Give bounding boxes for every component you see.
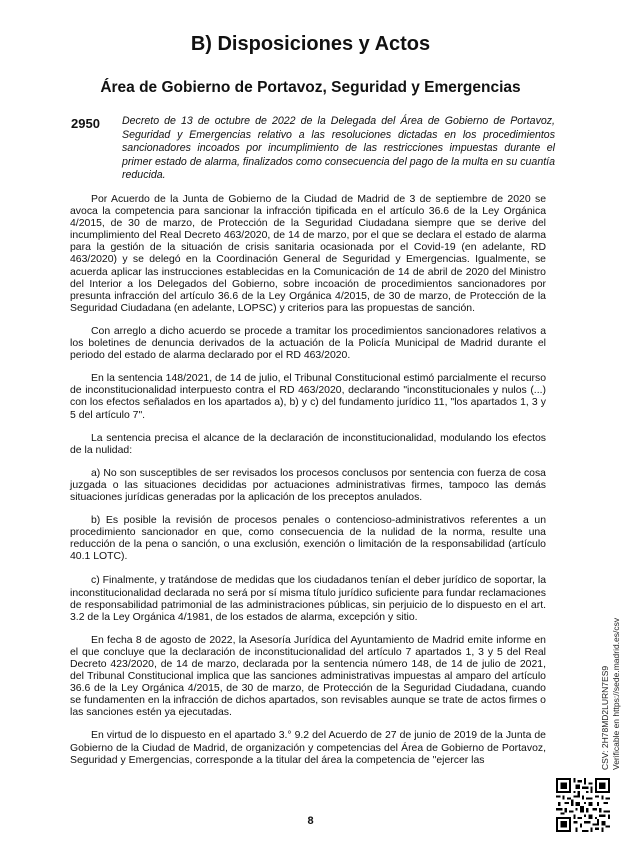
csv-verification <box>600 618 621 770</box>
body-paragraph: c) Finalmente, y tratándose de medidas que los ciudadanos tenían el deber jurídico de soportar, la inconstitucionalidad declarada no será por sí misma título jurídico suficiente para fundar reclamaciones de responsabilidad patrimonial de las administraciones públicas, sin perjuicio de lo dispuesto en el art. 3.2 de la Ley Orgánica 4/1981, de los estados de alarma, excepción y sitio. <box>70 575 546 623</box>
body-paragraph: b) Es posible la revisión de procesos penales o contencioso-administrativos referentes a un procedimiento sancionador en que, como consecuencia de la nulidad de la norma, resulte una reducción de la pena o sanción, o una exclusión, exención o limitación de la responsabilidad (artículo 40.1 LOTC). <box>70 515 546 563</box>
decree-summary: Decreto de 13 de octubre de 2022 de la Delegada del Área de Gobierno de Portavoz, Seguridad y Emergencias relativo a las resoluciones dictadas en los procedimientos sancionadores incoados por incumplimiento de las restricciones impuestas durante el primer estado de alarma, finalizados como consecuencia del pago de la multa en su cuantía reducida. <box>122 115 555 182</box>
qr-code-icon <box>556 778 610 832</box>
area-title: Área de Gobierno de Portavoz, Seguridad y Emergencias <box>100 79 521 96</box>
csv-verify-link[interactable]: Verificable en https://sede.madrid.es/csv <box>611 617 621 770</box>
decree-body <box>70 194 546 778</box>
body-paragraph: En la sentencia 148/2021, de 14 de julio, el Tribunal Constitucional estimó parcialmente el recurso de inconstitucionalidad interpuesto contra el RD 463/2020, declarando "inconstitucionales y nulos (...) con los efectos señalados en los apartados a), b) y c) del fundamento jurídico 11, "los apartados 1, 3 y 5 del artículo 7". <box>70 373 546 421</box>
body-paragraph: a) No son susceptibles de ser revisados los procesos conclusos por sentencia con fuerza de cosa juzgada o las situaciones decididas por actuaciones administrativas firmes, tampoco las demás situaciones jurídicas generadas por la aplicación de los preceptos anulados. <box>70 467 546 503</box>
decree-heading <box>71 115 555 183</box>
body-paragraph: En fecha 8 de agosto de 2022, la Asesoría Jurídica del Ayuntamiento de Madrid emite informe en el que concluye que la declaración de inconstitucionalidad del artículo 7 apartados 1, 3 y 5 del Real Decreto 423/2020, de 14 de marzo, declarada por la sentencia número 148, de 14 de julio de 2021, del Tribunal Constitucional implica que las sanciones administrativas impuestas al amparo del artículo 36.6 de la Ley Orgánica 4/2015, de 30 de marzo, de Protección de la Seguridad Ciudadana, cuando se fundamenten en la infracción de dichos apartados, son revisables aunque se trate de actos firmes o las sanciones estén ya ejecutadas. <box>70 634 546 719</box>
body-paragraph: Con arreglo a dicho acuerdo se procede a tramitar los procedimientos sancionadores relativos a los boletines de denuncia derivados de la actuación de la Policía Municipal de Madrid durante el periodo del estado de alarma declarado por el RD 463/2020. <box>70 325 546 362</box>
page-number: 8 <box>307 815 314 827</box>
decree-number: 2950 <box>71 116 100 131</box>
section-title: B) Disposiciones y Actos <box>190 33 431 55</box>
body-paragraph: La sentencia precisa el alcance de la declaración de inconstitucionalidad, modulando los efectos de la nulidad: <box>70 432 546 456</box>
csv-code: CSV: 2H78MD2LURN7ES9 <box>600 665 610 770</box>
body-paragraph: En virtud de lo dispuesto en el apartado 3.° 9.2 del Acuerdo de 27 de junio de 2019 de la Junta de Gobierno de la Ciudad de Madrid, de organización y competencias del Área de Gobierno de Portavoz, Seguridad y Emergencias, corresponde a la titular del área la competencia de "ejercer las <box>70 730 546 766</box>
body-paragraph: Por Acuerdo de la Junta de Gobierno de la Ciudad de Madrid de 3 de septiembre de 2020 se avoca la competencia para sancionar la infracción tipificada en el artículo 36.6 de la Ley Orgánica 4/2015, de 30 de marzo, de Protección de la Seguridad Ciudadana siempre que se derive del incumplimiento del Real Decreto 463/2020, de 14 de marzo, por el que se declara el estado de alarma para la gestión de la situación de crisis sanitaria ocasionada por el Covid-19 (en adelante, RD 463/2020) y se delegó en la Coordinación General de Seguridad y Emergencias. Igualmente, se acuerda aplicar las instrucciones establecidas en la Comunicación de 14 de abril de 2020 del Ministro del Interior a los Delegados del Gobierno, sobre incoación de procedimientos sancionadores por presunta infracción del artículo 36.6 de la Ley Orgánica 4/2015, de 30 de marzo, de Protección de la Seguridad Ciudadana (en adelante, LOPSC) y criterios para las propuestas de sanción. <box>70 194 546 314</box>
